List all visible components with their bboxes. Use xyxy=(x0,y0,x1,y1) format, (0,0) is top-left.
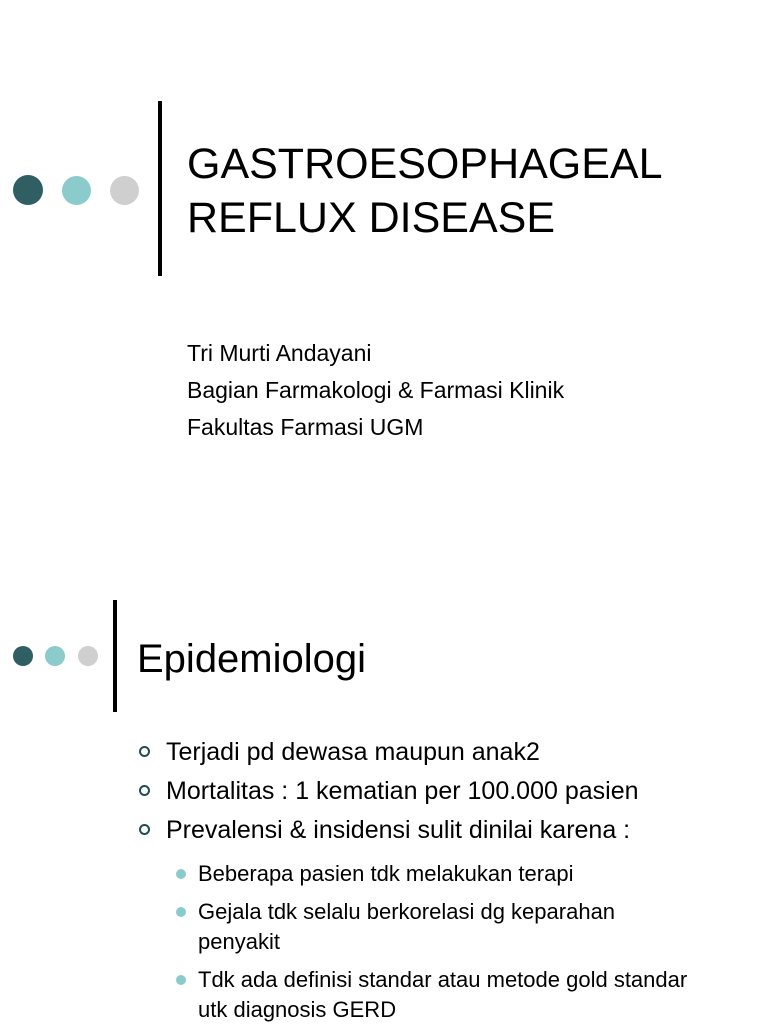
slide-title-line-1: GASTROESOPHAGEAL xyxy=(187,140,663,188)
bullet-list xyxy=(137,736,757,853)
list-item xyxy=(137,736,757,768)
author-faculty: Fakultas Farmasi UGM xyxy=(187,414,424,440)
title-divider-bar xyxy=(158,101,162,276)
circle-bullet-icon xyxy=(139,785,150,796)
decorative-dot-light xyxy=(110,176,139,205)
dot-bullet-icon xyxy=(176,975,186,985)
decorative-dot-dark xyxy=(13,175,43,205)
circle-bullet-icon xyxy=(139,824,150,835)
circle-bullet-icon xyxy=(139,746,150,757)
slide-title-line-2: REFLUX DISEASE xyxy=(187,194,555,242)
decorative-dot-mid xyxy=(62,176,91,205)
sub-list-item xyxy=(173,965,693,1024)
sub-list-item-text: Gejala tdk selalu berkorelasi dg keparahan penyakit xyxy=(198,899,616,954)
list-item-text: Mortalitas : 1 kematian per 100.000 pasien xyxy=(166,777,639,805)
list-item xyxy=(137,775,757,807)
sub-list-item xyxy=(173,897,693,957)
list-item-text: Terjadi pd dewasa maupun anak2 xyxy=(166,738,540,766)
sub-list-item-text: Beberapa pasien tdk melakukan terapi xyxy=(198,861,574,886)
slide-title: Epidemiologi xyxy=(137,637,367,681)
sub-list-item xyxy=(173,859,693,889)
dot-bullet-icon xyxy=(176,869,186,879)
decorative-dot-light xyxy=(78,646,98,666)
decorative-dot-mid xyxy=(45,646,65,666)
slide-subtitle xyxy=(187,335,564,446)
slide-title xyxy=(187,137,757,245)
title-divider-bar xyxy=(113,600,117,712)
decorative-dot-dark xyxy=(13,646,33,666)
list-item-text: Prevalensi & insidensi sulit dinilai karena : xyxy=(166,816,631,844)
author-department: Bagian Farmakologi & Farmasi Klinik xyxy=(187,377,565,403)
dot-bullet-icon xyxy=(176,907,186,917)
author-name: Tri Murti Andayani xyxy=(187,340,372,366)
list-item xyxy=(137,814,757,846)
content-slide xyxy=(0,512,768,1024)
sub-list-item-text: Tdk ada definisi standar atau metode gold standar utk diagnosis GERD xyxy=(198,967,688,1022)
sub-bullet-list xyxy=(173,859,693,1024)
